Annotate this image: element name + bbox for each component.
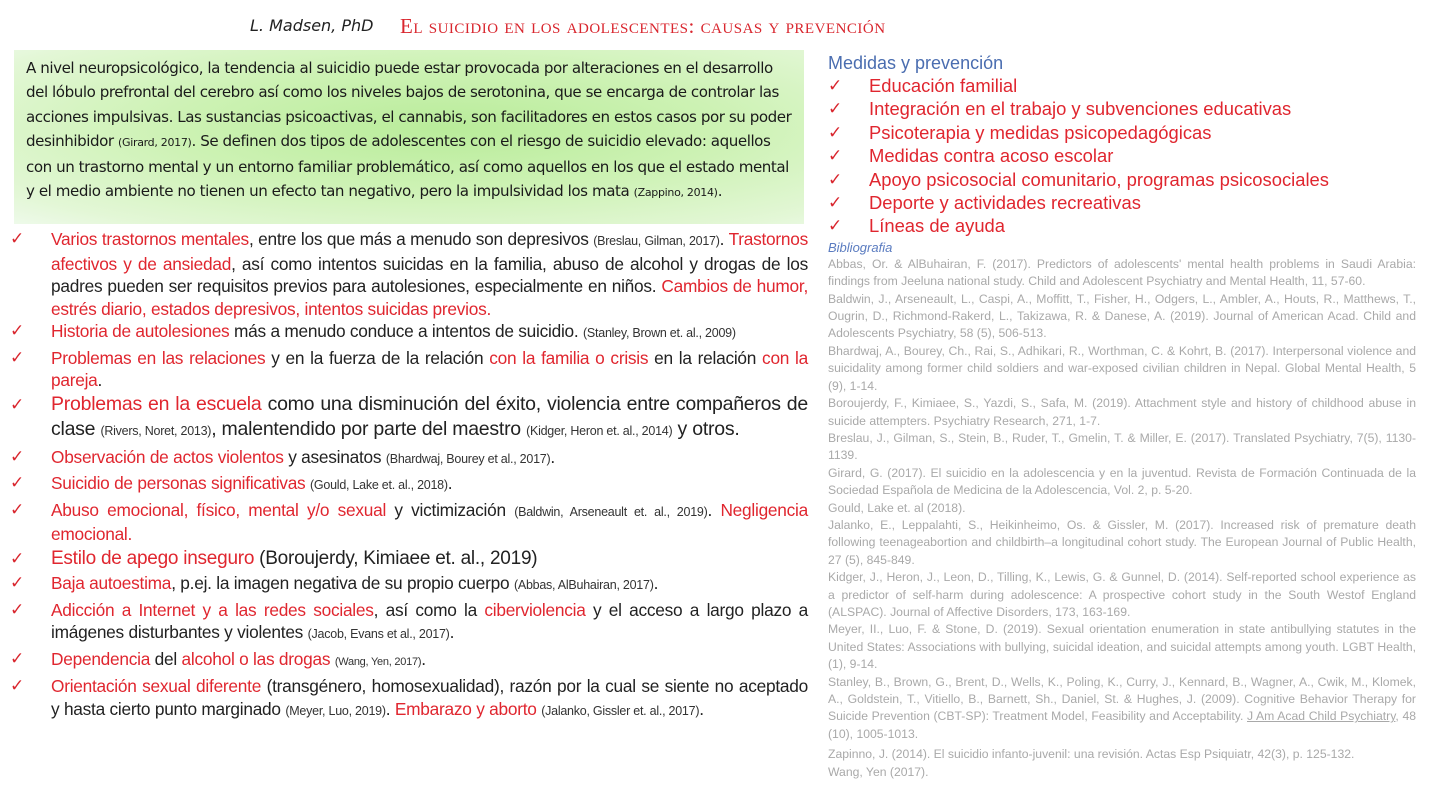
text: , p.ej. la imagen negativa de su propio cuerpo [171,573,514,593]
bibliography-entry [828,674,1416,744]
bibliography-entry: Jalanko, E., Leppalahti, S., Heikinheimo, Os. & Gissler, M. (2017). Increased risk of premature death following teenageabortion and childbirth–a longitudinal cohort study. The European Journal of Public Health, 27 (5), 845-849. [828,517,1416,567]
bibliography-entry: Baldwin, J., Arseneault, L., Caspi, A., Moffitt, T., Fisher, H., Odgers, L., Ambler, A., Houts, R., Matthews, T., Ougrin, D., Richmond-Rakerd, L., Takizawa, R. & Danese, A. (2019). Journal of American Acad. Child and Adolescents Psychiatry, 58 (5), 506-513. [828,291,1416,341]
list-item [10,648,808,674]
list-item [10,499,808,546]
text: . [550,446,555,467]
list-item [828,168,1416,191]
list-item [828,74,1416,97]
text: del [150,648,182,669]
text: Líneas de ayuda [869,215,1005,237]
page-title: El suicidio en los adolescentes: causas y prevención [400,14,886,38]
text: como una disminución del éxito, violencia entre compañeros de clase [51,392,808,440]
list-item [10,347,808,392]
highlight: Trastornos afectivos y de ansiedad [51,229,809,274]
highlight: Observación de actos violentos [51,446,284,467]
list-item [828,214,1416,237]
list-item [10,392,808,444]
bibliography-entry: Bhardwaj, A., Bourey, Ch., Rai, S., Adhikari, R., Worthman, C. & Kohrt, B. (2017). Interpersonal violence and suicidality among former child soldiers and war-exposed civilian children in Nepal. Global Mental Health, 5 (9), 1-14. [828,343,1416,393]
check-icon: ✓ [10,573,24,592]
bibliography-entry: Wang, Yen (2017). [828,764,929,779]
list-item [10,675,808,722]
check-icon: ✓ [10,648,24,668]
list-item [10,320,808,345]
check-icon: ✓ [10,473,24,492]
highlight: Orientación sexual diferente [51,676,262,696]
highlight: Embarazo y aborto [394,698,537,719]
text: Medidas contra acoso escolar [869,145,1114,167]
intro-text: . [717,182,723,201]
check-icon: ✓ [10,676,24,695]
highlight: Estilo de apego inseguro [51,547,255,569]
check-icon: ✓ [828,99,843,119]
highlight: Cambios de humor, estrés diario, estados depresivos, intentos suicidas previos. [51,276,809,319]
causes-list [10,228,808,722]
text: y victimización [386,499,515,520]
highlight: con la familia o crisis [489,347,649,368]
list-item [10,572,808,597]
text: , malentendido por parte del maestro [211,417,527,440]
bibliography-title: Bibliografia [828,239,893,255]
highlight: Negligencia emocional. [51,499,808,544]
check-icon: ✓ [828,216,843,236]
right-column [828,52,1416,781]
text: . [449,622,455,642]
text: más a menudo conduce a intentos de suicidio. [229,321,584,341]
citation: (Jalanko, Gissler et. al., 2017) [541,703,700,718]
bibliography-entry: Meyer, II., Luo, F. & Stone, D. (2019). Sexual orientation enumeration in state antibullying statutes in the United States: Associations with bullying, suicidal ideation, and suicidal attempts among youth. LGBT Health, (1), 9-14. [828,622,1416,672]
header [0,14,1440,42]
citation: (Stanley, Brown et. al., 2009) [583,326,736,340]
list-item [10,548,808,571]
list-item [828,191,1416,214]
prevention-title: Medidas y prevención [828,53,1004,73]
text: y otros. [672,417,740,440]
check-icon: ✓ [10,394,24,414]
text: Educación familial [869,75,1018,96]
text: , 48 (10), 1005-1013. [828,709,1416,741]
intro-text: A nivel neuropsicológico, la tendencia al suicidio puede estar provocada por alteraciones en el desarrollo del lóbulo prefrontal del cerebro así como los niveles bajos de serotonina, que se encarga de controlar las acciones impulsivas. Las sustancias psicoactivas, el cannabis, son facilitadores en estos casos por su poder desinhibidor [26,59,792,150]
text: Stanley, B., Brown, G., Brent, D., Wells, K., Poling, K., Curry, J., Kennard, B., Wagner, A., Cwik, M., Klomek, A., Goldstein, T., Vitiello, B., Barnett, Sh., Daniel, St. & Hughes, J. (2009). Cognitive Behavior Therapy for Suicide Prevention (CBT-SP): Treatment Model, Feasibility and Acceptability. [828,674,1416,724]
text: . [653,573,659,593]
text: y el acceso a largo plazo a imágenes disturbantes y violentes [51,599,808,642]
text: . [385,698,395,719]
citation: (Abbas, AlBuhairan, 2017) [513,578,654,592]
citation: (Bhardwaj, Bourey et al., 2017) [385,451,551,466]
author: L. Madsen, PhD [250,16,374,35]
check-icon: ✓ [10,599,24,619]
highlight: Abuso emocional, físico, mental y/o sexual [51,499,387,520]
text: Integración en el trabajo y subvenciones educativas [869,98,1292,120]
text: . [421,648,426,669]
citation: (Zappino, 2014) [633,186,718,200]
check-icon: ✓ [10,347,24,367]
text: . [707,499,721,520]
bibliography-entry: Gould, Lake et. al (2018). [828,500,966,515]
list-item [10,228,808,320]
citation: (Wang, Yen, 2017) [334,655,422,668]
check-icon: ✓ [10,229,24,248]
check-icon: ✓ [10,446,24,466]
bibliography-entry: Breslau, J., Gilman, S., Stein, B., Ruder, T., Gmelin, T. & Miller, E. (2017). Translated Psychiatry, 7(5), 1130-1139. [828,430,1416,463]
highlight: alcohol o las drogas [181,648,331,669]
check-icon: ✓ [10,321,24,340]
list-item [828,97,1416,120]
highlight: Dependencia [51,648,151,669]
text: . [719,229,729,249]
prevention-list [828,74,1416,238]
citation: (Girard, 2017) [118,135,192,149]
text: . [97,370,103,390]
list-item [10,599,808,646]
check-icon: ✓ [828,122,843,142]
check-icon: ✓ [10,548,24,568]
citation: (Rivers, Noret, 2013) [100,423,212,438]
highlight: ciberviolencia [484,599,586,620]
check-icon: ✓ [828,76,843,95]
citation: (Gould, Lake et. al., 2018) [310,478,448,492]
citation: (Baldwin, Arseneault et. al., 2019) [514,504,708,519]
bibliography-list [828,256,1416,781]
highlight: Suicidio de personas significativas [51,473,306,493]
check-icon: ✓ [10,499,24,519]
bibliography-entry: Kidger, J., Heron, J., Leon, D., Tilling, K., Lewis, G. & Gunnel, D. (2014). Self-reported school experience as a predictor of self-harm during adolescence: A prospective cohort study in the South Westof England (ALSPAC). Journal of Affective Disorders, 173, 163-169. [828,570,1416,619]
list-item [10,446,808,471]
intro-box [14,50,804,224]
bibliography-entry: Boroujerdy, F., Kimiaee, S., Yazdi, S., Safa, M. (2019). Attachment style and history of childhood abuse in suicide attempters. Psychiatry Research, 271, 1-7. [828,396,1416,428]
text: , entre los que más a menudo son depresivos [248,229,594,249]
intro-text: . Se definen dos tipos de adolescentes con el riesgo de suicidio elevado: aquellos con un trastorno mental y un entorno familiar problemático, así como aquellos en los que el estado mental y el medio ambiente no tienen un efecto tan negativo, pero la impulsividad los mata [26,131,789,201]
highlight: Baja autoestima [51,573,172,593]
check-icon: ✓ [828,169,843,189]
journal-link[interactable]: J Am Acad Child Psychiatry [1247,709,1396,724]
text: Deporte y actividades recreativas [869,192,1141,214]
text: , así como intentos suicidas en la familia, abuso de alcohol y drogas de los padres pueden ser requisitos previos para autolesiones, especialmente en niños. [51,253,808,296]
bibliography-entry: Abbas, Or. & AlBuhairan, F. (2017). Predictors of adolescents' mental health problems in Saudi Arabia: findings from Jeeluna national study. Child and Adolescent Psychiatry and Mental Health, 11, 57-60. [828,256,1416,289]
text: . [447,473,453,493]
bibliography-entry: Girard, G. (2017). El suicidio en la adolescencia y en la juventud. Revista de Formación Continuada de la Sociedad Española de Medicina de la Adolescencia, Vol. 2, p. 5-20. [828,465,1416,498]
highlight: Historia de autolesiones [51,321,230,341]
list-item [828,144,1416,167]
citation: (Meyer, Luo, 2019) [285,703,386,718]
text: Apoyo psicosocial comunitario, programas psicosociales [869,168,1329,190]
highlight: con la pareja [51,347,808,390]
citation: (Jacob, Evans et al., 2017) [307,627,450,641]
text: (Boroujerdy, Kimiaee et. al., 2019) [254,547,538,569]
text: (transgénero, homosexualidad), razón por la cual se siente no aceptado y hasta cierto punto marginado [51,676,809,719]
bibliography-entry: Zapinno, J. (2014). El suicidio infanto-juvenil: una revisión. Actas Esp Psiquiatr, 42(3), p. 125-132. [828,747,1355,762]
text: Psicoterapia y medidas psicopedagógicas [869,121,1212,143]
highlight: Problemas en la escuela [51,392,262,415]
check-icon: ✓ [828,146,843,166]
list-item [10,472,808,497]
text: y en la fuerza de la relación [265,347,490,368]
text: y asesinatos [283,446,386,467]
citation: (Breslau, Gilman, 2017) [593,234,720,248]
highlight: Adicción a Internet y a las redes sociales [51,599,374,620]
highlight: Problemas en las relaciones [51,347,266,368]
check-icon: ✓ [828,193,843,213]
list-item [828,121,1416,144]
citation: (Kidger, Heron et. al., 2014) [526,423,673,438]
text: en la relación [648,347,763,368]
highlight: Varios trastornos mentales [51,229,249,249]
text: , así como la [373,599,485,620]
text: . [699,698,704,719]
